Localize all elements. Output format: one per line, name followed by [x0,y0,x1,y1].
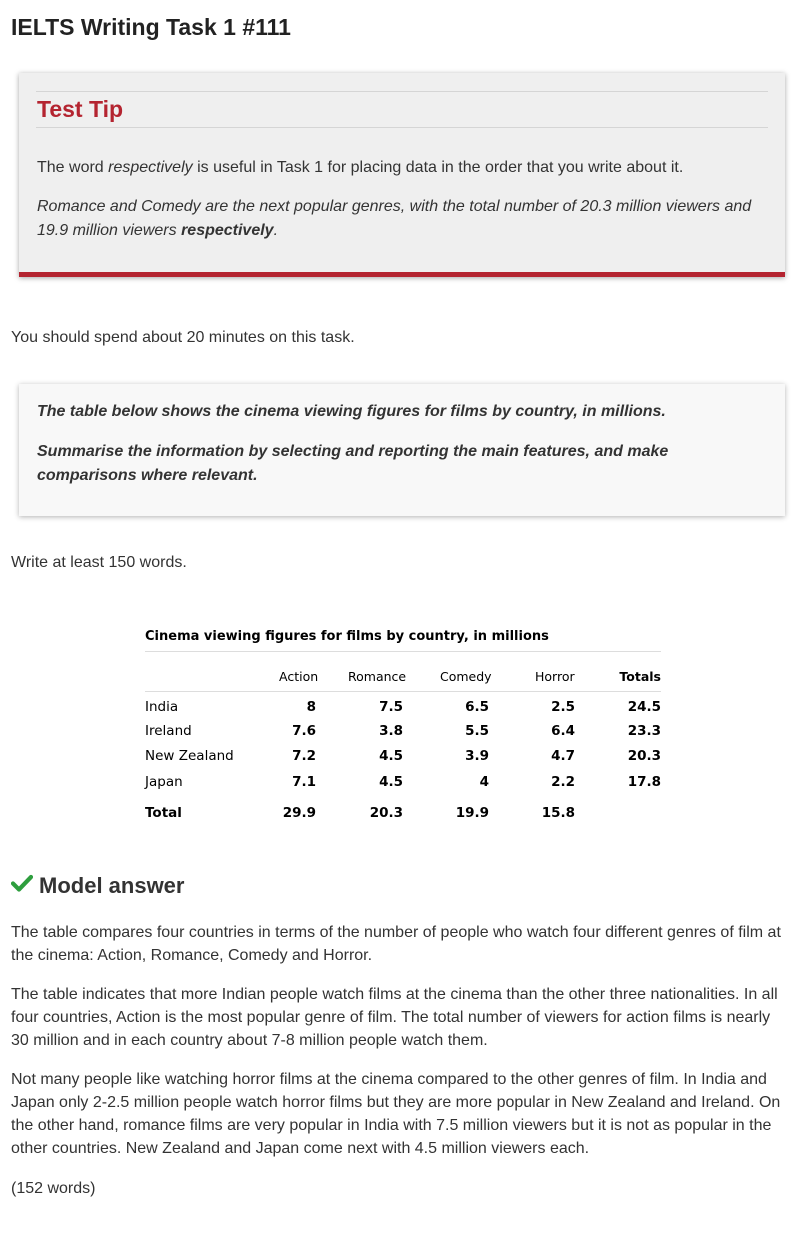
table-row [145,774,661,794]
table-row [145,748,661,768]
cell-value: 7.1 [292,774,316,790]
tip-text-post: is useful in Task 1 for placing data in the order that you write about it. [192,159,684,176]
header-romance: Romance [348,669,407,684]
cell-value: 7.6 [292,723,316,739]
header-totals: Totals [619,669,661,684]
check-icon [11,871,33,899]
time-instruction: You should spend about 20 minutes on this task. [11,329,355,346]
cell-value: 20.3 [627,748,661,764]
row-label: New Zealand [145,748,234,764]
total-value: 20.3 [369,805,403,821]
task-instruction: Summarise the information by selecting and reporting the main features, and make comparisons where relevant. [37,443,669,484]
cell-value: 7.5 [379,699,403,715]
row-label: India [145,699,179,715]
tip-example-keyword: respectively [181,222,274,239]
task-box [19,384,785,516]
answer-paragraph: The table indicates that more Indian people watch films at the cinema than the other three nationalities. In all four countries, Action is the most popular genre of film. The total number of viewers for action films is nearly 30 million and in each country about 7-8 million people watch them. [11,986,778,1049]
row-label: Japan [145,774,183,790]
header-horror: Horror [535,669,575,684]
word-count: (152 words) [11,1180,96,1197]
cell-value: 8 [306,699,316,715]
cell-value: 6.4 [551,723,575,739]
table-row [145,723,661,743]
word-count-instruction: Write at least 150 words. [11,554,187,571]
table-title: Cinema viewing figures for films by country, in millions [145,629,549,644]
test-tip-box [19,73,785,277]
cell-value: 3.8 [379,723,403,739]
table-rule [145,651,661,652]
cell-value: 24.5 [627,699,661,715]
tip-divider-top [36,91,768,92]
cell-value: 4.5 [379,748,403,764]
page-title: IELTS Writing Task 1 #111 [11,14,291,40]
table-total-row [145,805,661,825]
cell-value: 23.3 [627,723,661,739]
cell-value: 17.8 [627,774,661,790]
cell-value: 2.2 [551,774,575,790]
tip-example [37,195,772,243]
tip-divider-bottom [36,127,768,128]
total-value: 15.8 [541,805,575,821]
cell-value: 5.5 [465,723,489,739]
cell-value: 4.7 [551,748,575,764]
answer-paragraph: Not many people like watching horror films at the cinema compared to the other genres of film. In India and Japan only 2-2.5 million people watch horror films but they are more popular in New Zealand and Ireland. On the other hand, romance films are very popular in India with 7.5 million viewers but it is not as popular in the other countries. New Zealand and Japan come next with 4.5 million viewers each. [11,1071,781,1157]
tip-text-pre: The word [37,159,109,176]
tip-example-post: . [273,222,279,239]
header-action: Action [279,669,319,684]
tip-example-pre: Romance and Comedy are the next popular genres, with the total number of 20.3 million viewers and 19.9 million viewers [37,198,752,239]
total-value: 19.9 [455,805,489,821]
cell-value: 4 [479,774,489,790]
header-comedy: Comedy [440,669,492,684]
cell-value: 7.2 [292,748,316,764]
cell-value: 6.5 [465,699,489,715]
table-rule [145,691,661,692]
cell-value: 4.5 [379,774,403,790]
model-answer-title: Model answer [39,873,185,898]
tip-text [37,157,767,179]
total-value: 29.9 [282,805,316,821]
total-label: Total [145,805,182,821]
model-answer-heading [11,872,184,901]
tip-title: Test Tip [37,96,124,122]
cell-value: 2.5 [551,699,575,715]
table-header-row [145,669,661,689]
answer-paragraph: The table compares four countries in terms of the number of people who watch four different genres of film at the cinema: Action, Romance, Comedy and Horror. [11,924,781,964]
task-prompt: The table below shows the cinema viewing figures for films by country, in millions. [37,403,666,420]
tip-keyword: respectively [108,159,193,176]
row-label: Ireland [145,723,192,739]
cell-value: 3.9 [465,748,489,764]
table-row [145,699,661,719]
